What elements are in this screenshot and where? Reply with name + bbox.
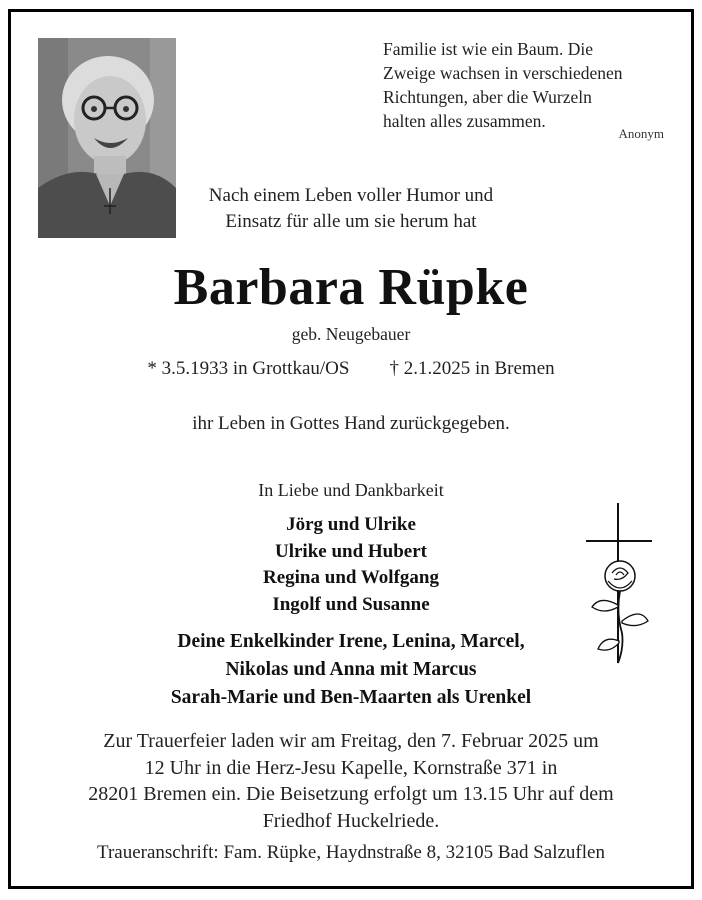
- mourner-couple: Ulrike und Hubert: [274, 540, 428, 562]
- death-date: † 2.1.2025 in Bremen: [389, 358, 555, 379]
- cross-with-rose-icon: [582, 503, 654, 673]
- funeral-line: 28201 Bremen ein. Die Beisetzung erfolgt um 13.15 Uhr auf dem: [88, 783, 614, 805]
- grandchildren-line: Sarah-Marie und Ben-Maarten als Urenkel: [170, 687, 532, 708]
- quote: [383, 37, 683, 133]
- gratitude-text: In Liebe und Dankbarkeit: [258, 480, 444, 500]
- quote-author: Anonym: [618, 126, 664, 141]
- mourning-address: Traueranschrift: Fam. Rüpke, Haydnstraße 8, 32105 Bad Salzuflen: [97, 842, 605, 863]
- grandchildren-line: Deine Enkelkinder Irene, Lenina, Marcel,: [177, 631, 525, 652]
- quote-line: Familie ist wie ein Baum. Die: [383, 39, 593, 59]
- intro-line-1: Nach einem Leben voller Humor und: [208, 185, 494, 206]
- funeral-line: Friedhof Huckelriede.: [262, 809, 440, 832]
- returned-text: ihr Leben in Gottes Hand zurückgegeben.: [192, 413, 510, 434]
- intro-line-2: Einsatz für alle um sie herum hat: [225, 211, 477, 232]
- maiden-name: geb. Neugebauer: [291, 324, 411, 344]
- quote-line: Zweige wachsen in verschiedenen: [383, 63, 623, 83]
- quote-line: halten alles zusammen.: [383, 111, 546, 131]
- funeral-line: 12 Uhr in die Herz-Jesu Kapelle, Kornstraße 371 in: [144, 756, 558, 779]
- funeral-line: Zur Trauerfeier laden wir am Freitag, den 7. Februar 2025 um: [103, 730, 599, 752]
- life-dates: [0, 358, 702, 380]
- mourner-couple: Jörg und Ulrike: [286, 514, 416, 535]
- deceased-name: Barbara Rüpke: [173, 259, 529, 316]
- mourner-couple: Ingolf und Susanne: [272, 593, 430, 615]
- quote-line: Richtungen, aber die Wurzeln: [383, 87, 592, 107]
- intro-text: [0, 183, 702, 235]
- grandchildren-line: Nikolas und Anna mit Marcus: [225, 659, 477, 680]
- funeral-details: [0, 728, 702, 834]
- birth-date: * 3.5.1933 in Grottkau/OS: [147, 358, 350, 379]
- mourner-couple: Regina und Wolfgang: [263, 567, 439, 588]
